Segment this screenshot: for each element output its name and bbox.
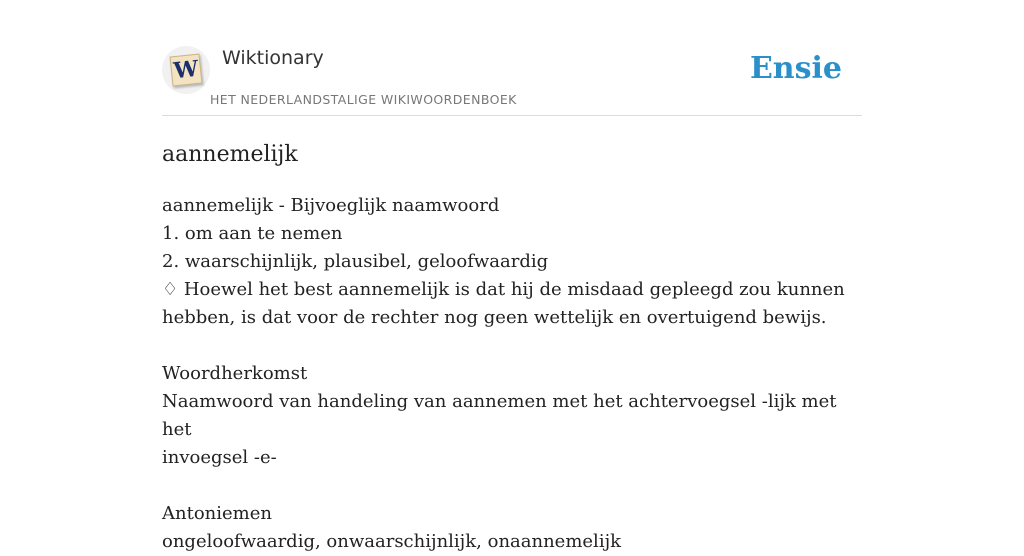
site-header	[162, 0, 862, 116]
page-title: aannemelijk	[162, 142, 298, 167]
wiktionary-logo-icon[interactable]	[162, 46, 210, 94]
entry-heading: aannemelijk - Bijvoeglijk naamwoord	[162, 195, 500, 216]
spacer	[162, 332, 862, 360]
spacer	[162, 472, 862, 500]
logo-tile	[170, 54, 203, 87]
definition-1: 1. om aan te nemen	[162, 223, 343, 244]
logo-letter: W	[172, 55, 200, 85]
etymology-heading: Woordherkomst	[162, 363, 308, 384]
antonyms-heading: Antoniemen	[162, 503, 272, 524]
example-sentence-line-1: ♢ Hoewel het best aannemelijk is dat hij de misdaad gepleegd zou kunnen	[162, 279, 845, 300]
etymology-text-line-1: Naamwoord van handeling van aannemen met het achtervoegsel -lijk met het	[162, 391, 837, 440]
definition-2: 2. waarschijnlijk, plausibel, geloofwaardig	[162, 251, 549, 272]
ensie-brand-link[interactable]: Ensie	[749, 51, 842, 86]
example-sentence-line-2: hebben, is dat voor de rechter nog geen wettelijk en overtuigend bewijs.	[162, 307, 827, 328]
antonyms-text: ongeloofwaardig, onwaarschijnlijk, onaannemelijk	[162, 531, 622, 552]
etymology-text-line-2: invoegsel -e-	[162, 447, 277, 468]
site-subtitle: HET NEDERLANDSTALIGE WIKIWOORDENBOEK	[210, 92, 517, 107]
entry-content	[162, 192, 862, 556]
site-name[interactable]: Wiktionary	[222, 47, 324, 69]
page-container	[162, 0, 862, 552]
